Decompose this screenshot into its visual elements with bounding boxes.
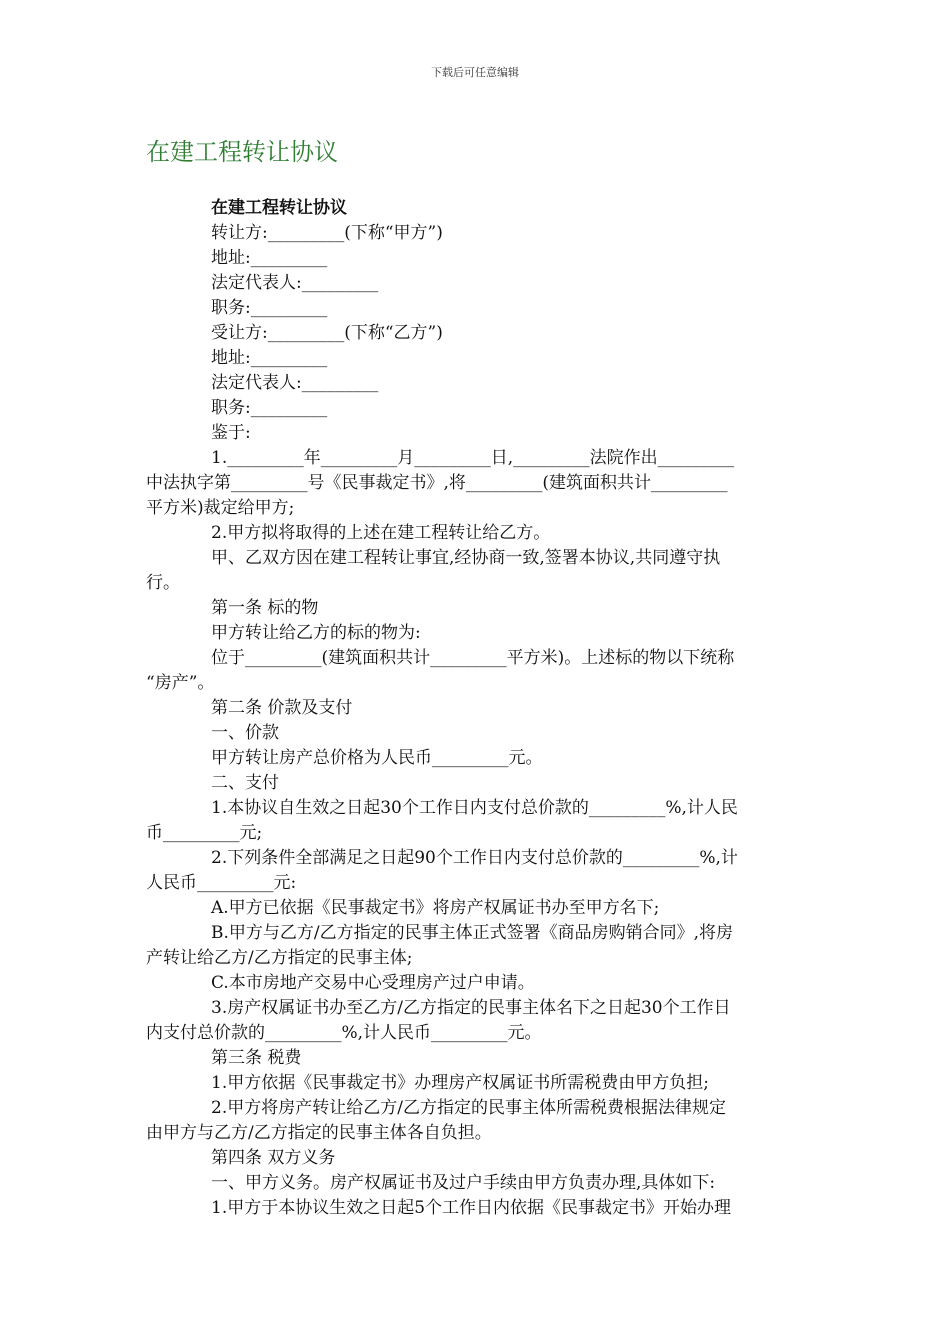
paragraph-line: 法定代表人:_________ — [211, 273, 379, 293]
paragraph-line: 1.本协议自生效之日起30个工作日内支付总价款的_________%,计人民 — [211, 798, 738, 818]
paragraph-line: 行。 — [146, 573, 180, 593]
document-title: 在建工程转让协议 — [146, 138, 338, 166]
paragraph-line: 第二条 价款及支付 — [211, 698, 353, 718]
paragraph-line: 甲、乙双方因在建工程转让事宜,经协商一致,签署本协议,共同遵守执 — [211, 548, 721, 568]
paragraph-line: 人民币_________元: — [146, 873, 297, 893]
paragraph-line: 平方米)裁定给甲方; — [146, 498, 295, 518]
paragraph-line: 职务:_________ — [211, 398, 328, 418]
paragraph-line: 由甲方与乙方/乙方指定的民事主体各自负担。 — [146, 1123, 492, 1143]
paragraph-line: 地址:_________ — [211, 248, 328, 268]
paragraph-line: 1._________年_________月_________日,_________法院作出_________ — [211, 448, 735, 468]
paragraph-line: 第四条 双方义务 — [211, 1148, 336, 1168]
paragraph-line: 产转让给乙方/乙方指定的民事主体; — [146, 948, 413, 968]
paragraph-line: 2.下列条件全部满足之日起90个工作日内支付总价款的_________%,计 — [211, 848, 738, 868]
paragraph-line: 币_________元; — [146, 823, 263, 843]
paragraph-line: 第一条 标的物 — [211, 598, 319, 618]
paragraph-line: 一、价款 — [211, 723, 279, 743]
header-note: 下载后可任意编辑 — [431, 66, 519, 79]
paragraph-line: 甲方转让给乙方的标的物为: — [211, 623, 421, 643]
paragraph-line: 位于_________(建筑面积共计_________平方米)。上述标的物以下统称 — [211, 648, 735, 668]
paragraph-line: A.甲方已依据《民事裁定书》将房产权属证书办至甲方名下; — [211, 898, 660, 918]
paragraph-line: C.本市房地产交易中心受理房产过户申请。 — [211, 973, 535, 993]
paragraph-line: 鉴于: — [211, 423, 251, 443]
paragraph-line: 中法执字第_________号《民事裁定书》,将_________(建筑面积共计_________ — [146, 473, 728, 493]
paragraph-line: 2.甲方将房产转让给乙方/乙方指定的民事主体所需税费根据法律规定 — [211, 1098, 726, 1118]
paragraph-line: 职务:_________ — [211, 298, 328, 318]
paragraph-line: 转让方:_________(下称“甲方”) — [211, 223, 443, 243]
agreement-heading: 在建工程转让协议 — [211, 198, 347, 218]
paragraph-line: 第三条 税费 — [211, 1048, 302, 1068]
paragraph-line: 法定代表人:_________ — [211, 373, 379, 393]
paragraph-line: “房产”。 — [146, 673, 215, 693]
paragraph-line: 一、甲方义务。房产权属证书及过户手续由甲方负责办理,具体如下: — [211, 1173, 716, 1193]
paragraph-line: 3.房产权属证书办至乙方/乙方指定的民事主体名下之日起30个工作日 — [211, 998, 731, 1018]
paragraph-line: 受让方:_________(下称“乙方”) — [211, 323, 443, 343]
document-body — [146, 196, 806, 1221]
paragraph-line: 地址:_________ — [211, 348, 328, 368]
paragraph-line: B.甲方与乙方/乙方指定的民事主体正式签署《商品房购销合同》,将房 — [211, 923, 734, 943]
paragraph-line: 2.甲方拟将取得的上述在建工程转让给乙方。 — [211, 523, 551, 543]
paragraph-line: 二、支付 — [211, 773, 279, 793]
paragraph-line: 1.甲方于本协议生效之日起5个工作日内依据《民事裁定书》开始办理 — [211, 1198, 732, 1218]
paragraph-line: 1.甲方依据《民事裁定书》办理房产权属证书所需税费由甲方负担; — [211, 1073, 709, 1093]
paragraph-line: 内支付总价款的_________%,计人民币_________元。 — [146, 1023, 542, 1043]
paragraph-line: 甲方转让房产总价格为人民币_________元。 — [211, 748, 543, 768]
